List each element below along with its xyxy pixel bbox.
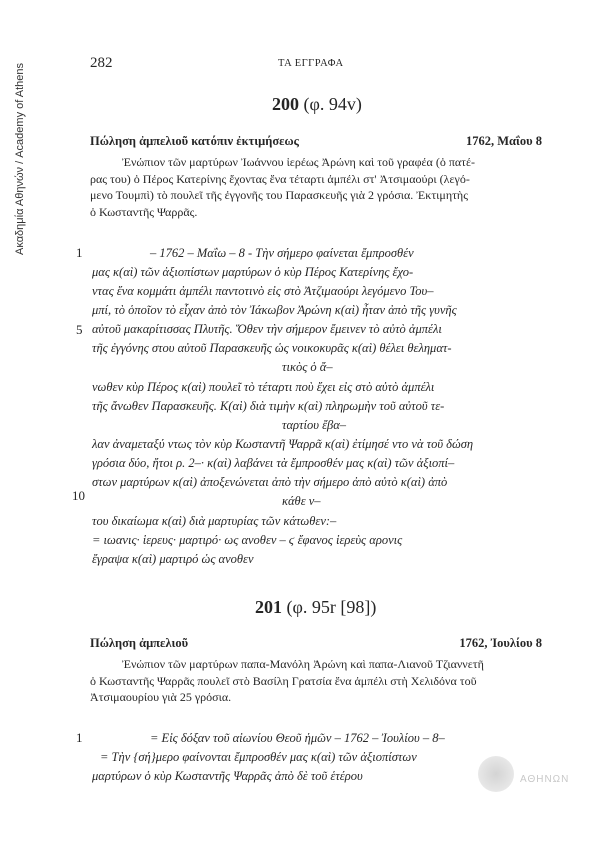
transcription-line: = ιωανις· ἱερευς· μαρτιρό· ως ανοθεν – ϛ ἔφανος ἱερεὺς αρονις <box>92 533 403 547</box>
folio-reference: (φ. 94v) <box>303 94 362 114</box>
summary-line: μενο Τουμπὶ) τὸ πουλεῖ τῆς ἐγγονῆς του Παρασκευῆς γιὰ 2 γρόσια. Ἐκτιμητὴς <box>90 188 468 202</box>
academy-seal-icon <box>478 756 514 792</box>
transcription-line: λαν ἀναμεταξύ ντως τὸν κὺρ Κωσταντῆ Ψαρρᾶ κ(αὶ) ἐτίμησέ ντο νὰ τοῦ δώση <box>92 437 474 451</box>
document-title-201 <box>255 597 376 618</box>
transcription-line: στων μαρτύρων κ(αὶ) ἀποξενώνεται ἀπὸ τὴν σήμερο ἀπὸ αὐτὸ κ(αὶ) ἀπὸ <box>92 475 448 489</box>
document-summary <box>90 154 542 220</box>
document-summary <box>90 656 542 706</box>
transcription-line: νωθεν κὺρ Πέρος κ(αὶ) πουλεῖ τὸ τέταρτι ποὺ ἔχει εἰς στὸ αὐτὸ ἀμπέλι <box>92 380 435 394</box>
transcription-line: γρόσια δύο, ἤτοι ρ. 2–· κ(αὶ) λαβάνει τὰ ἔμπροσθέν μας κ(αὶ) τῶν ἀξιοπί– <box>92 456 455 470</box>
running-head: ΤΑ ΕΓΓΡΑΦΑ <box>278 58 344 69</box>
transcription-line: ἔγραψα κ(αὶ) μαρτιρό ὡς ανοθεν <box>92 552 254 566</box>
document-heading: Πώληση ἀμπελιοῦ <box>90 636 189 650</box>
transcription-line: μπί, τὸ ὁποῖον τὸ εἶχαν ἀπὸ τὸν Ἰάκωβον Ἀρώνη κ(αὶ) ἦταν ἀπὸ τῆς γυνῆς <box>92 303 457 317</box>
transcription-line: κάθε ν– <box>282 494 321 508</box>
summary-line: ὁ Κωσταντῆς Ψαρρᾶς. <box>90 204 198 219</box>
transcription-line: = Εἰς δόξαν τοῦ αἰωνίου Θεοῦ ἡμῶν – 1762 – Ἰουλίου – 8– <box>150 731 445 745</box>
transcription-line: ταρτίου ἔβα– <box>282 418 347 432</box>
line-number: 10 <box>72 488 85 503</box>
summary-line: Ἀτσιμαουρίου γιὰ 25 γρόσια. <box>90 690 232 704</box>
line-number: 1 <box>76 730 83 745</box>
transcription-line: τῆς ἄνωθεν Παρασκευῆς. Κ(αὶ) διὰ τιμὴν κ(αὶ) πληρωμὴν τοῦ αὐτοῦ τε- <box>92 399 445 413</box>
line-number: 5 <box>76 322 83 337</box>
transcription-line: – 1762 – Μαΐω – 8 - Τὴν σήμερο φαίνεται ἔμπροσθέν <box>150 246 414 260</box>
document-title-200 <box>272 94 362 115</box>
transcription-line: τικὸς ὁ ἄ– <box>282 360 333 374</box>
transcription-line: μαρτύρων ὁ κὺρ Κωσταντῆς Ψαρρᾶς ἀπὸ δὲ τοῦ ἑτέρου <box>92 769 363 783</box>
transcription-line: ντας ἕνα κομμάτι ἀμπέλι παντοτινὸ εἰς στὸ Ἀτζιμαούρι λεγόμενο Του– <box>92 284 434 298</box>
transcription-line: του δικαίωμα κ(αὶ) διὰ μαρτυρίας τῶν κάτωθεν:– <box>92 514 337 528</box>
transcription-line: μας κ(αὶ) τῶν ἀξιοπίστων μαρτύρων ὁ κὺρ Πέρος Κατερίνης ἔχο- <box>92 265 414 279</box>
archive-side-label: Ακαδημία Αθηνών / Academy of Athens <box>14 62 26 255</box>
summary-line: ρας του) ὁ Πέρος Κατερίνης ἔχοντας ἕνα τέταρτι ἀμπέλι στ' Ἀτσιμαούρι (λεγό- <box>90 171 470 186</box>
summary-line: ὁ Κωσταντῆς Ψαρρᾶς πουλεῖ στὸ Βασίλη Γρατσία ἕνα ἀμπέλι στὴ Χελιδόνα τοῦ <box>90 673 477 688</box>
transcription-line: τῆς ἐγγόνης στου αὐτοῦ Παρασκευῆς ὡς νοικοκυρᾶς κ(αὶ) θέλει θεληματ- <box>92 341 452 355</box>
folio-reference: (φ. 95r [98]) <box>286 597 377 617</box>
document-date: 1762, Ἰουλίου 8 <box>459 636 542 650</box>
document-number: 201 <box>255 597 282 617</box>
page-number: 282 <box>90 55 113 71</box>
summary-line: Ἐνώπιον τῶν μαρτύρων Ἰωάννου ἱερέως Ἀρώνη καὶ τοῦ γραφέα (ὁ πατέ- <box>122 155 476 169</box>
transcription-line: αὐτοῦ μακαρίτισσας Πλυτῆς. Ὅθεν τὴν σήμερον ἔμεινεν τὸ αὐτὸ ἀμπέλι <box>92 322 442 336</box>
summary-line: Ἐνώπιον τῶν μαρτύρων παπα-Μανόλη Ἀρώνη καὶ παπα-Λιανοῦ Τζιαννετῆ <box>122 657 484 671</box>
transcription-line: = Τὴν {σή}μερο φαίνονται ἔμπροσθέν μας κ(αὶ) τῶν ἀξιοπίστων <box>100 750 417 764</box>
document-heading: Πώληση ἀμπελιοῦ κατόπιν ἐκτιμήσεως <box>90 134 299 148</box>
document-number: 200 <box>272 94 299 114</box>
line-number: 1 <box>76 245 83 260</box>
watermark-text: ΑΘΗΝΩΝ <box>520 774 570 785</box>
document-date: 1762, Μαΐου 8 <box>465 134 542 148</box>
